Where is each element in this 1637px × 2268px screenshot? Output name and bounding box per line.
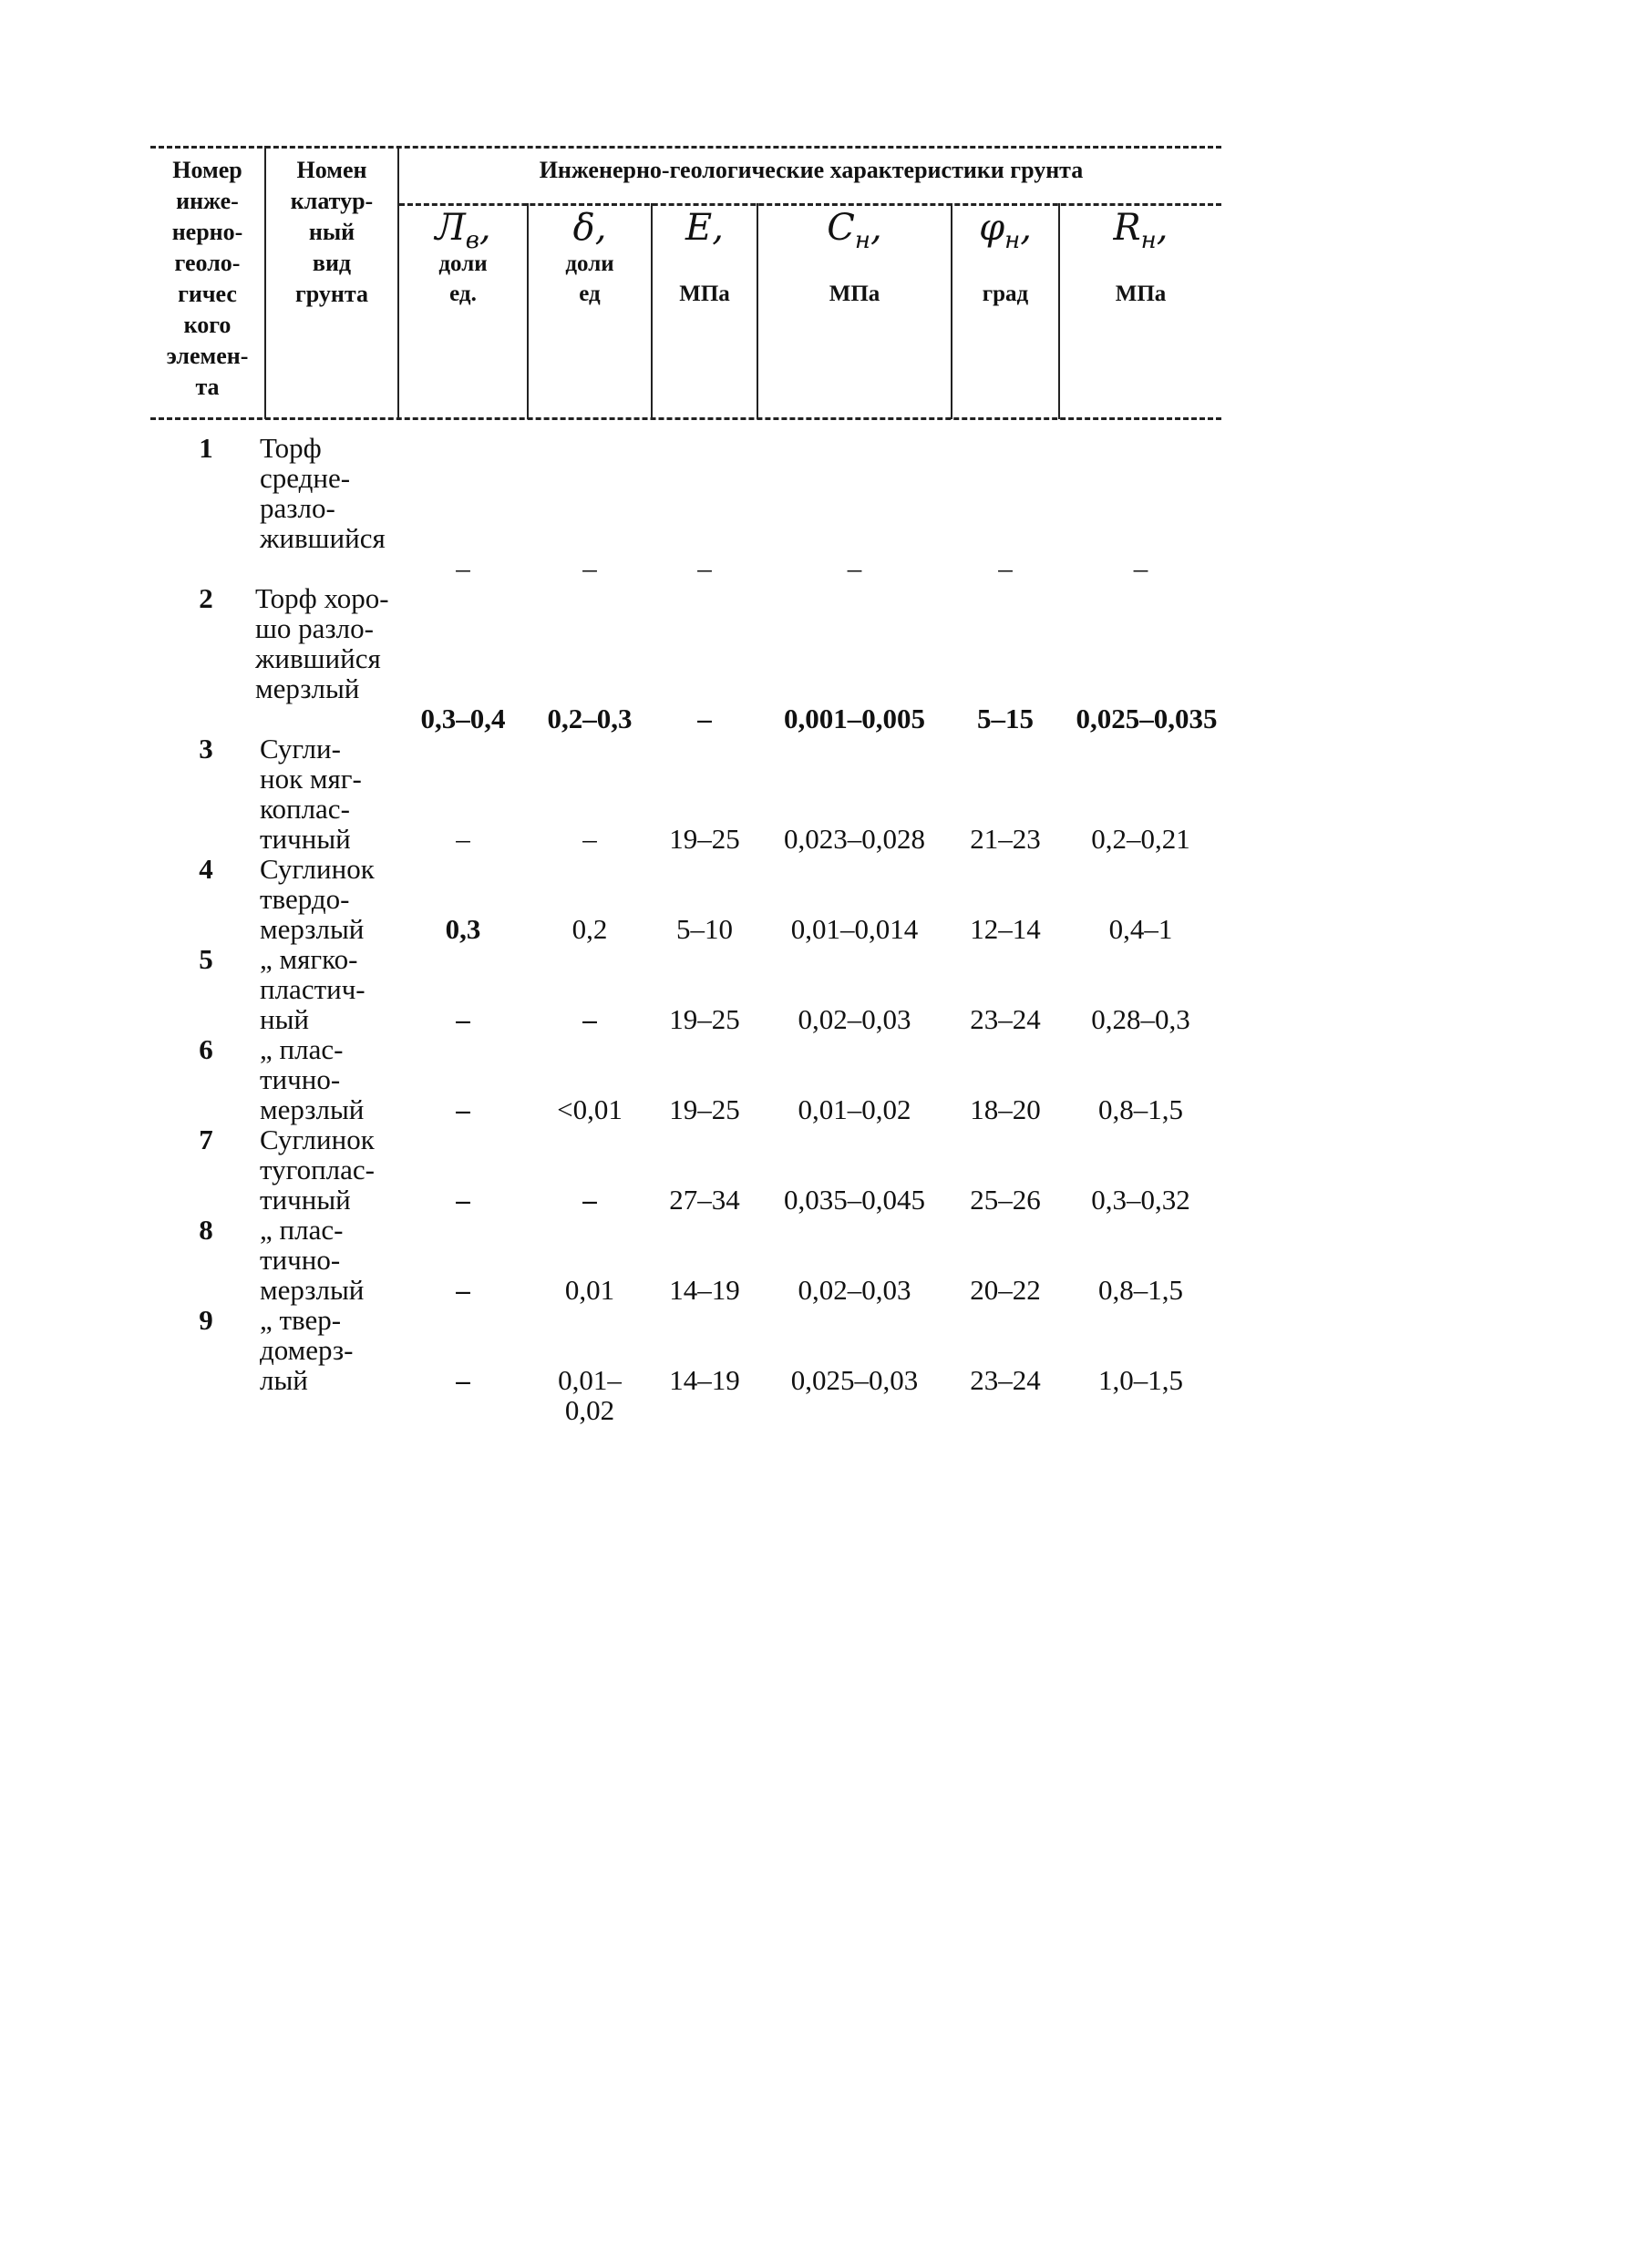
row-value-rn: 1,0–1,5 (1098, 1364, 1183, 1396)
row-value-lv: – (456, 1003, 470, 1035)
row-value-e: – (697, 552, 712, 584)
row-value-cn: 0,01–0,014 (790, 913, 919, 945)
row-number: 9 (199, 1304, 213, 1336)
row-value-rn: – (1133, 552, 1148, 584)
row-value-phi: 12–14 (970, 913, 1041, 945)
header-element-number: Номер инже- нерно- геоло- гичес кого элемен- та (166, 157, 249, 400)
param-symbol-delta: δ, (572, 207, 607, 249)
row-value-delta: – (582, 1184, 597, 1216)
row-value-phi: 18–20 (970, 1093, 1041, 1125)
row-value-rn: 0,2–0,21 (1091, 823, 1190, 855)
row-number: 1 (199, 432, 213, 464)
row-value-rn: 0,4–1 (1108, 913, 1173, 945)
row-soil-name: „ мягко- пластич- ный (260, 943, 365, 1035)
param-unit-lv: доли ед. (438, 251, 488, 306)
row-value-lv: 0,3 (445, 913, 481, 945)
row-value-cn: 0,01–0,02 (798, 1093, 911, 1125)
row-value-lv: 0,3–0,4 (420, 703, 506, 734)
row-number: 7 (199, 1124, 213, 1155)
row-number: 3 (199, 733, 213, 765)
row-value-e: 14–19 (669, 1274, 740, 1306)
row-soil-name: Сугли- нок мяг- коплас- тичный (260, 733, 362, 855)
header-characteristics-group: Инженерно-геологические характеристики грунта (539, 157, 1084, 183)
row-soil-name: Торф хоро- шо разло- жившийся мерзлый (255, 582, 389, 704)
row-value-lv: – (456, 1274, 470, 1306)
row-value-delta: 0,01– 0,02 (558, 1364, 622, 1426)
param-symbol-cn: $C_н$, (827, 207, 882, 254)
row-number: 4 (199, 853, 213, 885)
row-value-rn: 0,28–0,3 (1091, 1003, 1190, 1035)
row-value-e: 19–25 (669, 1003, 740, 1035)
table-top-rule (150, 146, 1221, 149)
row-value-rn: 0,3–0,32 (1091, 1184, 1190, 1216)
param-unit-delta: доли ед (565, 251, 614, 306)
row-value-cn: 0,025–0,03 (790, 1364, 919, 1396)
row-value-phi: 5–15 (977, 703, 1034, 734)
row-soil-name: Суглинок тугоплас- тичный (260, 1124, 375, 1216)
header-soil-type: Номен клатур- ный вид грунта (290, 157, 374, 307)
row-value-delta: – (582, 1003, 597, 1035)
row-number: 8 (199, 1214, 213, 1246)
row-value-e: 27–34 (669, 1184, 740, 1216)
col-divider (397, 146, 399, 419)
row-value-delta: – (582, 552, 597, 584)
row-value-delta: – (582, 823, 597, 855)
row-value-cn: 0,001–0,005 (784, 703, 925, 734)
row-value-cn: 0,035–0,045 (784, 1184, 925, 1216)
row-value-e: 19–25 (669, 823, 740, 855)
row-soil-name: Торф средне- разло- жившийся (260, 432, 386, 554)
row-soil-name: „ твер- домерз- лый (260, 1304, 354, 1396)
row-value-e: – (697, 703, 712, 734)
row-value-delta: 0,2 (571, 913, 608, 945)
row-soil-name: „ плас- тично- мерзлый (260, 1214, 365, 1306)
row-number: 2 (199, 582, 213, 614)
row-value-lv: – (456, 552, 470, 584)
header-bottom-rule (150, 417, 1221, 420)
row-value-rn: 0,8–1,5 (1098, 1274, 1183, 1306)
row-value-lv: – (456, 1093, 470, 1125)
param-unit-phi: град (982, 282, 1029, 306)
row-number: 5 (199, 943, 213, 975)
param-symbol-phi: $\varphi_н$, (979, 207, 1032, 254)
row-soil-name: „ плас- тично- мерзлый (260, 1033, 365, 1125)
row-value-cn: – (847, 552, 862, 584)
row-value-cn: 0,023–0,028 (784, 823, 925, 855)
row-number: 6 (199, 1033, 213, 1065)
row-value-cn: 0,02–0,03 (798, 1003, 911, 1035)
param-symbol-rn: $R_н$, (1113, 207, 1169, 254)
row-value-phi: 25–26 (970, 1184, 1041, 1216)
row-value-e: 14–19 (669, 1364, 740, 1396)
row-value-lv: – (456, 1184, 470, 1216)
row-value-rn: 0,025–0,035 (1076, 703, 1218, 734)
row-value-rn: 0,8–1,5 (1098, 1093, 1183, 1125)
row-value-delta: <0,01 (557, 1093, 623, 1125)
row-value-lv: – (456, 823, 470, 855)
param-symbol-e: E, (685, 207, 724, 249)
row-value-phi: – (998, 552, 1013, 584)
row-value-phi: 21–23 (970, 823, 1041, 855)
subheader-rule (399, 203, 1221, 206)
row-value-e: 19–25 (669, 1093, 740, 1125)
param-unit-rn: МПа (1115, 282, 1167, 306)
row-value-phi: 23–24 (970, 1003, 1041, 1035)
row-value-cn: 0,02–0,03 (798, 1274, 911, 1306)
row-soil-name: Суглинок твердо- мерзлый (260, 853, 375, 945)
param-symbol-lv: $Л_в$, (435, 207, 491, 254)
row-value-e: 5–10 (676, 913, 733, 945)
row-value-delta: 0,2–0,3 (547, 703, 633, 734)
row-value-phi: 20–22 (970, 1274, 1041, 1306)
row-value-phi: 23–24 (970, 1364, 1041, 1396)
param-unit-e: МПа (679, 282, 730, 306)
row-value-delta: 0,01 (564, 1274, 615, 1306)
row-value-lv: – (456, 1364, 470, 1396)
param-unit-cn: МПа (829, 282, 880, 306)
